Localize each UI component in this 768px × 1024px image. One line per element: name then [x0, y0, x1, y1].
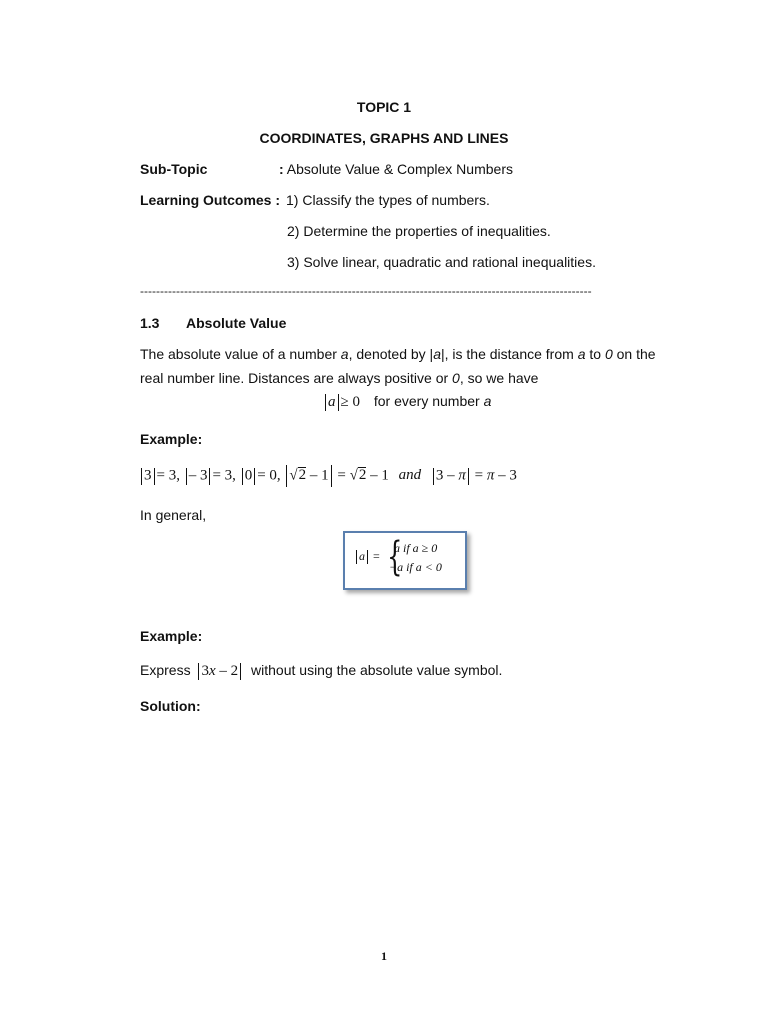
definition-lhs: [354, 549, 380, 564]
math-term: – 1: [309, 467, 329, 484]
outcome-item: 2) Determine the properties of inequalities.: [287, 223, 551, 239]
math-term: =: [474, 467, 484, 484]
section-number: 1.3: [140, 315, 160, 331]
outcome-item: 1) Classify the types of numbers.: [286, 192, 490, 208]
variable-a: a: [577, 346, 586, 362]
subtopic-colon: :: [279, 161, 284, 177]
math-term: 3 –: [435, 467, 455, 484]
math-term: =: [337, 467, 346, 484]
math-term: = 3,: [156, 467, 180, 484]
math-term: 3: [201, 663, 209, 679]
sqrt-sign: √: [349, 467, 358, 484]
variable-a: a: [328, 394, 336, 410]
definition-box: [343, 531, 467, 590]
variable-a: a: [359, 549, 365, 563]
sqrt-sign: √: [289, 467, 298, 484]
paragraph-line: [140, 370, 538, 386]
pi-symbol: π: [458, 467, 466, 484]
subtopic-value: Absolute Value & Complex Numbers: [286, 161, 513, 177]
math-term: – 1: [370, 467, 389, 484]
math-term: = 0,: [257, 467, 281, 484]
math-term: – 2: [215, 663, 239, 679]
left-brace: {: [387, 534, 403, 580]
variable-x: x: [208, 663, 216, 679]
express-statement: [140, 662, 502, 680]
abs-bar: [468, 468, 469, 485]
definition-case: −a if a < 0: [389, 560, 442, 574]
math-term: = 3,: [212, 467, 236, 484]
variable-a: a: [483, 393, 492, 409]
variable-a: a: [433, 346, 441, 362]
abs-bar: [433, 468, 434, 485]
math-term: – 3: [498, 467, 517, 484]
text-run: , denoted by |: [348, 346, 434, 362]
text-run: for every number: [373, 393, 484, 409]
variable-a: a: [340, 346, 349, 362]
abs-bar: [356, 550, 357, 564]
abs-bar: [141, 468, 142, 485]
paragraph-line: [140, 346, 656, 362]
subtopic-row: [279, 161, 513, 177]
abs-bar: [240, 663, 241, 680]
zero-value: 0: [604, 346, 613, 362]
abs-bar: [254, 468, 255, 485]
abs-bar: [242, 468, 243, 485]
math-term: 0: [244, 467, 253, 484]
text-run: to: [585, 346, 605, 362]
text-run: |, is the distance from: [440, 346, 578, 362]
topic-title: COORDINATES, GRAPHS AND LINES: [259, 130, 509, 146]
equals-sign: =: [373, 549, 380, 563]
text-run: on the: [612, 346, 656, 362]
text-run: real number line. Distances are always positive or: [140, 370, 453, 386]
abs-bar: [325, 394, 326, 411]
abs-bar: [286, 465, 287, 487]
definition-case: a if a ≥ 0: [394, 541, 438, 555]
text-run: , so we have: [459, 370, 539, 386]
math-term: – 3: [188, 467, 208, 484]
radicand: 2: [358, 467, 367, 484]
abs-bar: [367, 550, 368, 564]
text-run: The absolute value of a number: [140, 346, 341, 362]
abs-bar: [198, 663, 199, 680]
example-equations: [139, 465, 517, 487]
text-run: Express: [140, 662, 191, 678]
property-statement: [323, 393, 491, 411]
abs-bar: [209, 468, 210, 485]
text-run: without using the absolute value symbol.: [251, 662, 503, 678]
abs-bar: [186, 468, 187, 485]
conjunction: and: [398, 467, 422, 484]
outcomes-label: Learning Outcomes :: [140, 192, 281, 208]
page-number: 1: [381, 949, 387, 963]
topic-number: TOPIC 1: [356, 99, 412, 115]
inequality-rhs: ≥ 0: [340, 394, 360, 410]
example-label: Example:: [140, 628, 203, 644]
expression: [196, 663, 243, 679]
divider: -----------------------------------------------------------------------------------------------------------------: [140, 284, 592, 298]
section-title: Absolute Value: [186, 315, 287, 331]
subtopic-label: Sub-Topic: [140, 161, 208, 177]
pi-symbol: π: [486, 467, 495, 484]
zero-value: 0: [452, 370, 460, 386]
abs-bar: [338, 394, 339, 411]
abs-bar: [154, 468, 155, 485]
outcome-item: 3) Solve linear, quadratic and rational inequalities.: [287, 254, 596, 270]
abs-bar: [331, 465, 332, 487]
math-term: 3: [144, 467, 152, 484]
example-label: Example:: [140, 431, 203, 447]
solution-label: Solution:: [140, 698, 201, 714]
in-general-text: In general,: [140, 507, 207, 523]
radicand: 2: [298, 467, 307, 484]
